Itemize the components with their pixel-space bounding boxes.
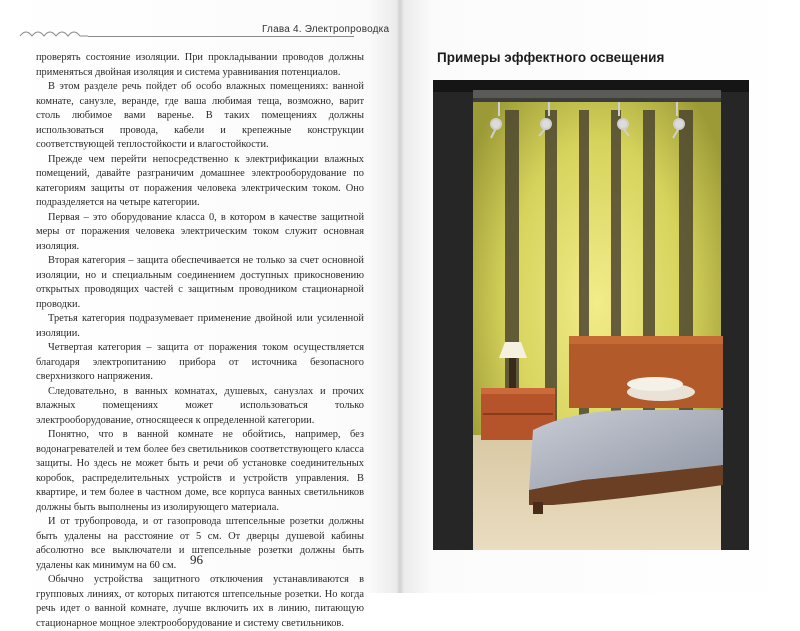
header-rule: [88, 36, 354, 37]
paragraph: Обычно устройства защитного отключения устанавливаются в групповых линиях, от которых питаются штепсельные розетки. Но когда речь идет о ванной комнате, лучше включить их в линию, питающую стационарное мощное электрооборудование и систему светильников.: [36, 574, 364, 629]
book-gutter: [396, 0, 404, 593]
paragraph: Прежде чем перейти непосредственно к электрификации влажных помещений, давайте разграничим домашнее электрооборудование по категориям защиты от поражения человека электрическим током. Оно подразделяется на четыре категории.: [36, 153, 364, 208]
page-number: 96: [190, 552, 203, 567]
paragraph: Понятно, что в ванной комнате не обойтись, например, без водонагревателей и тем более без светильников соответствующего класса защиты. Но здесь не может быть и речи об установке соединительных коробок, распределительных устройств и устройств управления. В квартире, и тем более в частном доме, все корпуса ванных светильников должны быть выполнены из изолирующего материала.: [36, 429, 364, 513]
paragraph: Первая – это оборудование класса 0, в котором в качестве защитной меры от поражения человека электрическим током служит основная изоляция.: [36, 211, 364, 252]
paragraph: В этом разделе речь пойдет об особо влажных помещениях: ванной комнате, санузле, веранде, где ваша любимая теща, возможно, варит столь любимое вами варенье. В таких помещениях должны использоваться провода, кабели и крепежные конструкции соответствующей теплостойкости и влагостойкости.: [36, 81, 364, 150]
photo-title: Примеры эффектного освещения: [437, 50, 665, 65]
paragraph: Четвертая категория – защита от поражения током осуществляется благодаря электропитанию прибора от источника безопасного сверхнизкого напряжения.: [36, 342, 364, 382]
paragraph: Вторая категория – защита обеспечивается не только за счет основной изоляции, но и специальным соединением доступных прикосновению открытых проводящих частей с защитным проводником стационарной проводки.: [36, 255, 364, 310]
paragraph: Третья категория подразумевает применение двойной или усиленной изоляции.: [36, 313, 364, 339]
paragraph: Следовательно, в ванных комнатах, душевых, санузлах и прочих влажных помещениях может использоваться только электрооборудование, относящееся к определенной категории.: [36, 385, 364, 426]
running-head: Глава 4. Электропроводка: [262, 24, 390, 35]
wave-ornament-icon: [18, 26, 90, 40]
bedroom-lighting-photo: [433, 80, 749, 550]
left-page-text: [36, 51, 364, 631]
paragraph: проверять состояние изоляции. При прокладывании проводов должны применяться двойная изоляция и система уравнивания потенциалов.: [36, 52, 364, 78]
paragraph: И от трубопровода, и от газопровода штепсельные розетки должны быть удалены на расстояние от 5 см. От дверцы душевой кабины абсолютно все выключатели и штепсельные розетки должны быть удалены как минимум на 60 см.: [36, 516, 364, 571]
